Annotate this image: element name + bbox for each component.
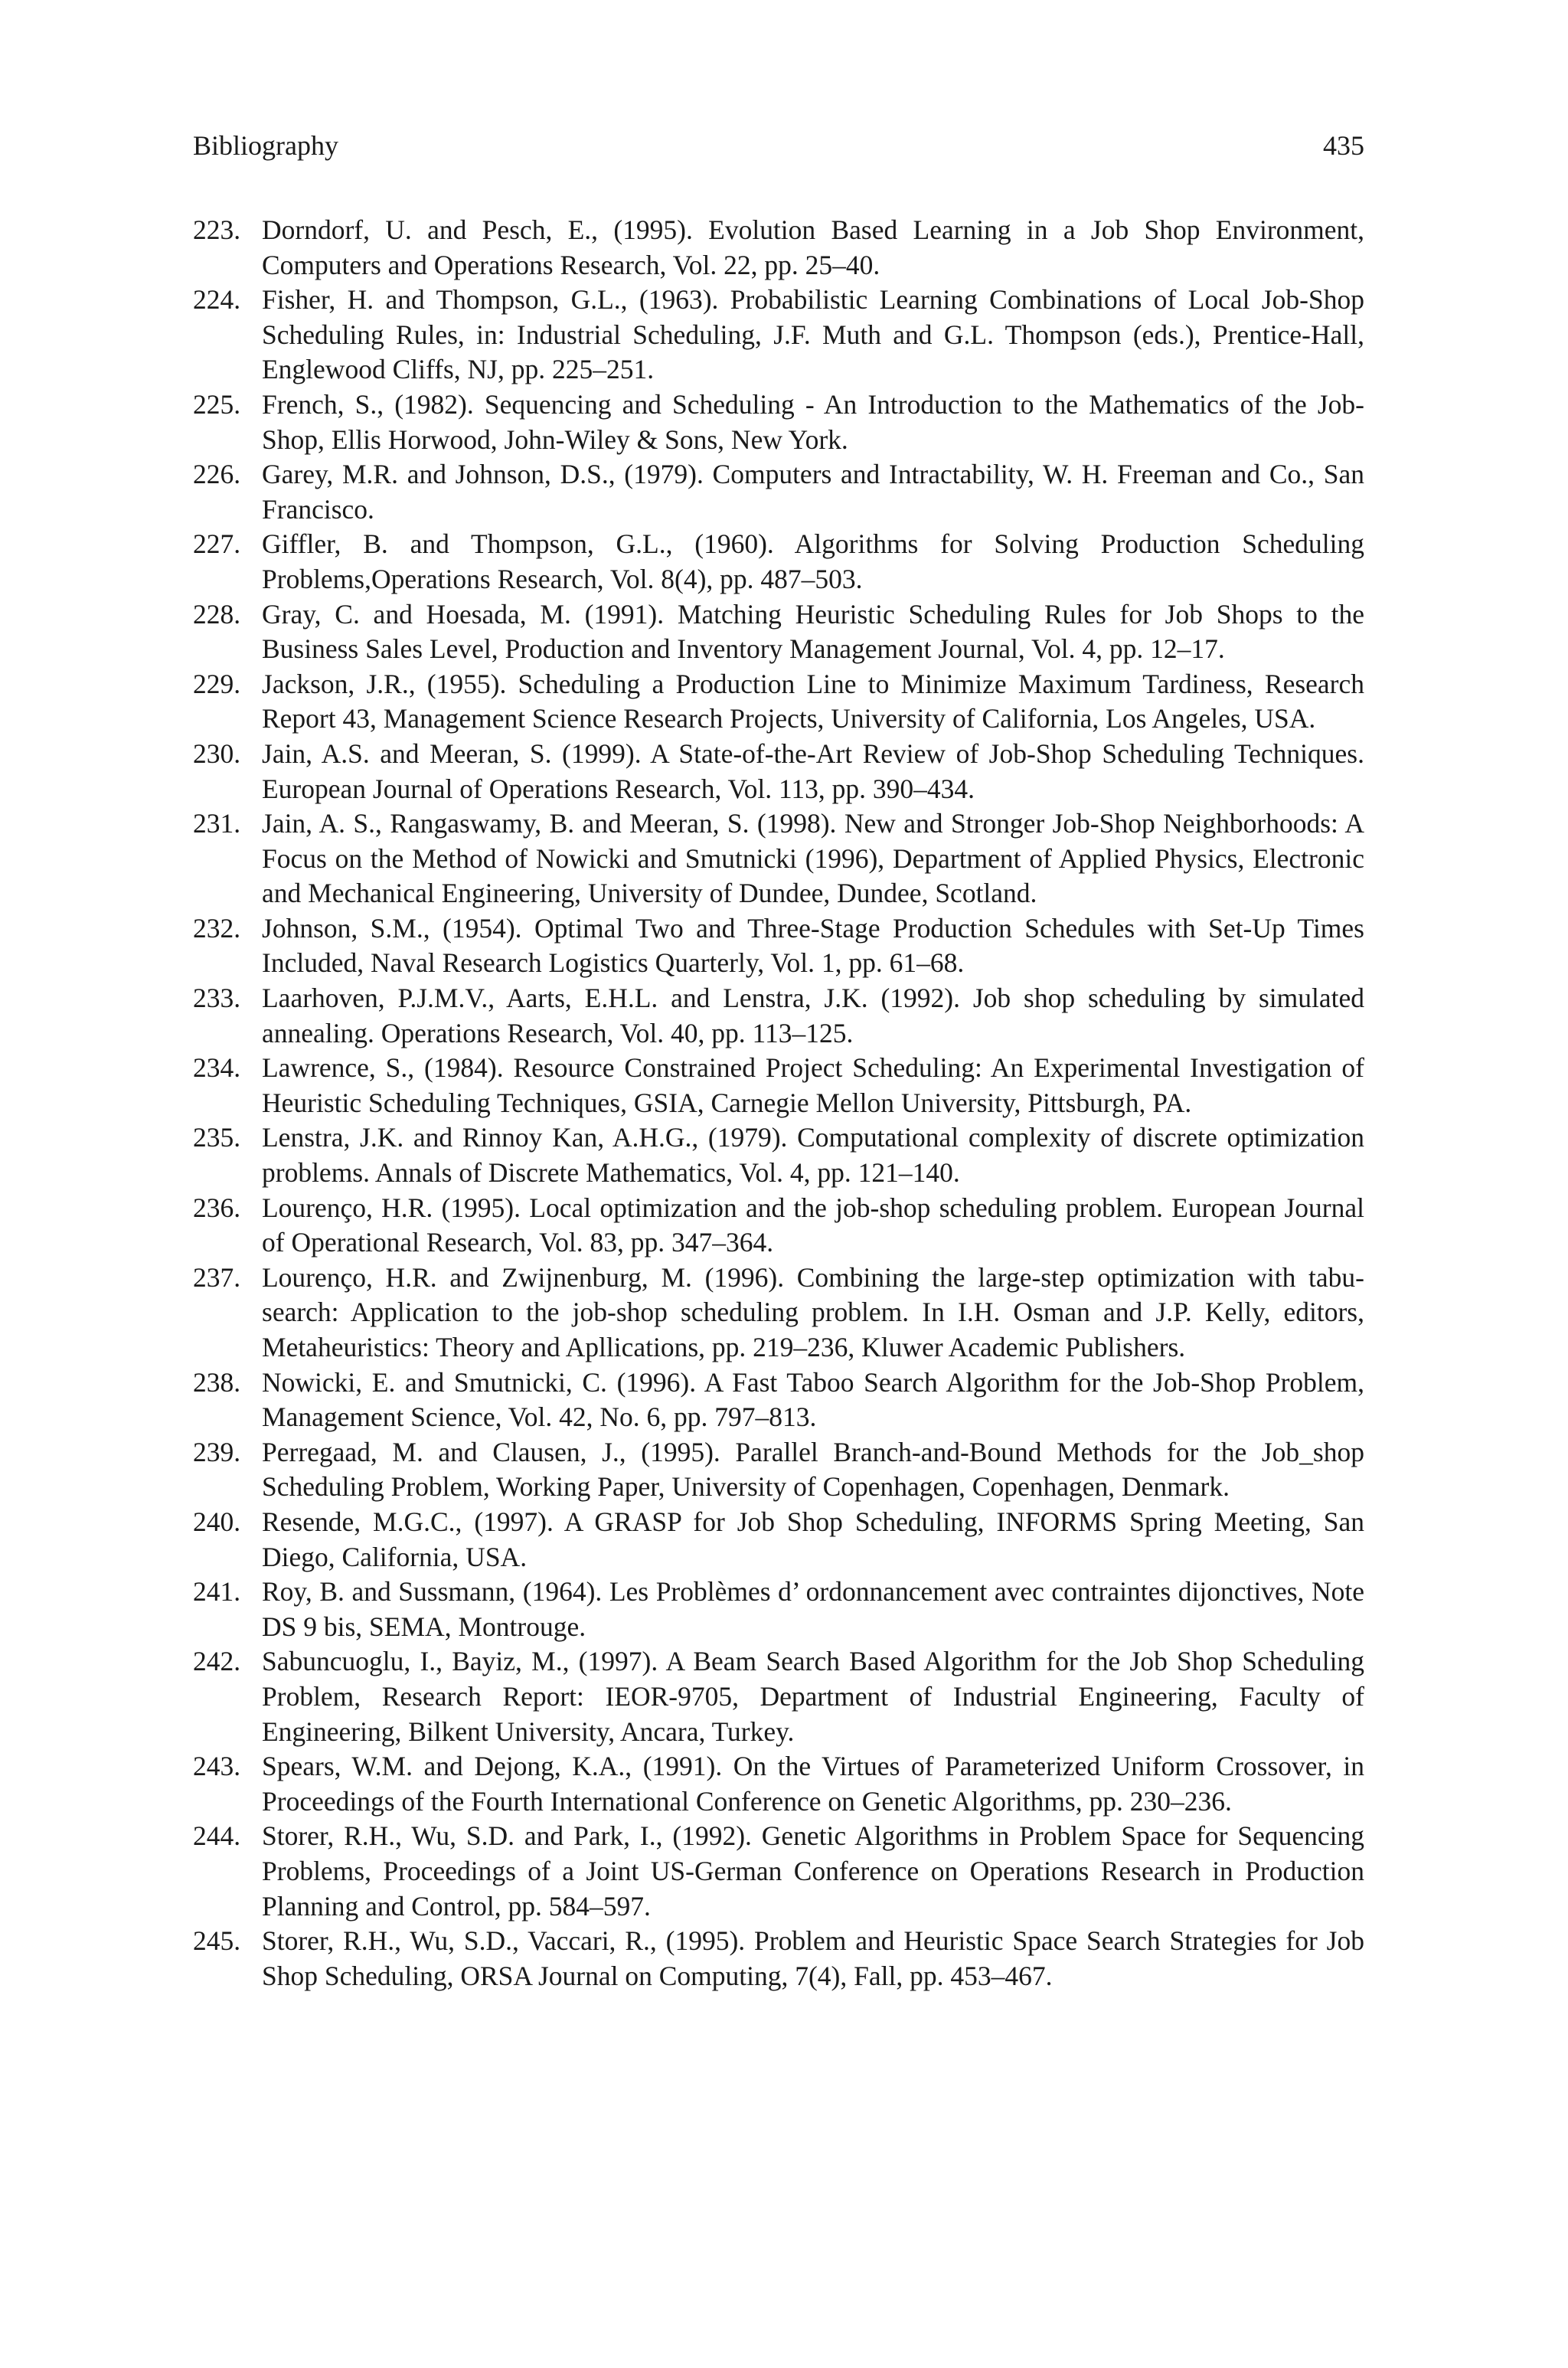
reference-number: 241. [193, 1576, 241, 1608]
reference-item [193, 1191, 1364, 1261]
reference-item [193, 1819, 1364, 1924]
reference-text: Lenstra, J.K. and Rinnoy Kan, A.H.G., (1979). Computational complexity of discrete optimization problems. Annals of Discrete Mathematics, Vol. 4, pp. 121–140. [262, 1122, 1364, 1189]
reference-text: Lawrence, S., (1984). Resource Constrained Project Scheduling: An Experimental Investigation of Heuristic Scheduling Techniques, GSIA, Carnegie Mellon University, Pittsburgh, PA. [262, 1052, 1364, 1118]
reference-text: Giffler, B. and Thompson, G.L., (1960). Algorithms for Solving Production Scheduling Problems,Operations Research, Vol. 8(4), pp. 487–503. [262, 528, 1364, 594]
reference-number: 229. [193, 668, 241, 699]
reference-text: Dorndorf, U. and Pesch, E., (1995). Evolution Based Learning in a Job Shop Environment, Computers and Operations Research, Vol. 22, pp. 25–40. [262, 214, 1364, 280]
reference-text: Storer, R.H., Wu, S.D., Vaccari, R., (1995). Problem and Heuristic Space Search Strategies for Job Shop Scheduling, ORSA Journal on Computing, 7(4), Fall, pp. 453–467. [262, 1925, 1364, 1991]
running-head-title: Bibliography [193, 130, 338, 161]
reference-item [193, 457, 1364, 527]
reference-item [193, 737, 1364, 806]
reference-text: Garey, M.R. and Johnson, D.S., (1979). Computers and Intractability, W. H. Freeman and Co., San Francisco. [262, 459, 1364, 525]
reference-text: Jackson, J.R., (1955). Scheduling a Production Line to Minimize Maximum Tardiness, Research Report 43, Management Science Research Projects, University of California, Los Angeles, USA. [262, 668, 1364, 734]
reference-number: 235. [193, 1122, 241, 1153]
reference-number: 233. [193, 983, 241, 1014]
reference-number: 223. [193, 214, 241, 245]
reference-number: 236. [193, 1192, 241, 1223]
reference-text: Nowicki, E. and Smutnicki, C. (1996). A Fast Taboo Search Algorithm for the Job-Shop Problem, Management Science, Vol. 42, No. 6, pp. 797–813. [262, 1366, 1364, 1433]
reference-number: 244. [193, 1820, 241, 1852]
reference-number: 224. [193, 284, 241, 316]
reference-number: 228. [193, 598, 241, 630]
reference-number: 237. [193, 1261, 241, 1293]
reference-text: Lourenço, H.R. (1995). Local optimization and the job-shop scheduling problem. European Journal of Operational Research, Vol. 83, pp. 347–364. [262, 1192, 1364, 1258]
reference-item [193, 283, 1364, 388]
reference-item [193, 1505, 1364, 1575]
reference-number: 238. [193, 1366, 241, 1398]
reference-text: Johnson, S.M., (1954). Optimal Two and Three-Stage Production Schedules with Set-Up Times Included, Naval Research Logistics Quarterly, Vol. 1, pp. 61–68. [262, 912, 1364, 979]
reference-number: 230. [193, 738, 241, 769]
reference-text: Spears, W.M. and Dejong, K.A., (1991). On the Virtues of Parameterized Uniform Crossover, in Proceedings of the Fourth International Conference on Genetic Algorithms, pp. 230–236. [262, 1751, 1364, 1817]
reference-item [193, 1366, 1364, 1435]
reference-number: 239. [193, 1436, 241, 1467]
reference-text: Lourenço, H.R. and Zwijnenburg, M. (1996). Combining the large-step optimization with tabu-search: Application to the job-shop scheduling problem. In I.H. Osman and J.P. Kelly, editors, Metaheuristics: Theory and Apllications, pp. 219–236, Kluwer Academic Publishers. [262, 1261, 1364, 1362]
reference-text: Perregaad, M. and Clausen, J., (1995). Parallel Branch-and-Bound Methods for the Job_shop Scheduling Problem, Working Paper, University of Copenhagen, Copenhagen, Denmark. [262, 1436, 1364, 1503]
reference-number: 245. [193, 1925, 241, 1957]
reference-list [193, 213, 1364, 1994]
reference-text: Jain, A.S. and Meeran, S. (1999). A State-of-the-Art Review of Job-Shop Scheduling Techniques. European Journal of Operations Research, Vol. 113, pp. 390–434. [262, 738, 1364, 804]
reference-item [193, 1120, 1364, 1190]
reference-number: 226. [193, 459, 241, 490]
reference-number: 243. [193, 1751, 241, 1782]
page-number: 435 [1323, 130, 1364, 161]
reference-text: Gray, C. and Hoesada, M. (1991). Matching Heuristic Scheduling Rules for Job Shops to the Business Sales Level, Production and Inventory Management Journal, Vol. 4, pp. 12–17. [262, 598, 1364, 665]
reference-item [193, 527, 1364, 597]
reference-item [193, 388, 1364, 457]
reference-item [193, 1435, 1364, 1505]
reference-text: Storer, R.H., Wu, S.D. and Park, I., (1992). Genetic Algorithms in Problem Space for Sequencing Problems, Proceedings of a Joint US-German Conference on Operations Research in Production Planning and Control, pp. 584–597. [262, 1820, 1364, 1922]
reference-text: Jain, A. S., Rangaswamy, B. and Meeran, S. (1998). New and Stronger Job-Shop Neighborhoods: A Focus on the Method of Nowicki and Smutnicki (1996), Department of Applied Physics, Electronic and Mechanical Engineering, University of Dundee, Dundee, Scotland. [262, 808, 1364, 909]
reference-item [193, 1261, 1364, 1366]
reference-item [193, 1749, 1364, 1819]
reference-item [193, 1051, 1364, 1120]
reference-number: 242. [193, 1646, 241, 1677]
reference-item [193, 911, 1364, 981]
reference-item [193, 597, 1364, 667]
reference-text: Roy, B. and Sussmann, (1964). Les Problèmes d’ ordonnancement avec contraintes dijonctives, Note DS 9 bis, SEMA, Montrouge. [262, 1576, 1364, 1642]
reference-number: 240. [193, 1506, 241, 1537]
reference-number: 225. [193, 388, 241, 420]
reference-text: Sabuncuoglu, I., Bayiz, M., (1997). A Beam Search Based Algorithm for the Job Shop Scheduling Problem, Research Report: IEOR-9705, Department of Industrial Engineering, Faculty of Engineering, Bilkent University, Ancara, Turkey. [262, 1646, 1364, 1747]
reference-number: 231. [193, 808, 241, 839]
reference-item [193, 1575, 1364, 1644]
reference-item [193, 213, 1364, 283]
reference-number: 227. [193, 528, 241, 560]
reference-number: 234. [193, 1052, 241, 1084]
reference-item [193, 806, 1364, 911]
reference-text: French, S., (1982). Sequencing and Scheduling - An Introduction to the Mathematics of the Job-Shop, Ellis Horwood, John-Wiley & Sons, New York. [262, 388, 1364, 455]
reference-text: Laarhoven, P.J.M.V., Aarts, E.H.L. and Lenstra, J.K. (1992). Job shop scheduling by simulated annealing. Operations Research, Vol. 40, pp. 113–125. [262, 983, 1364, 1048]
reference-item [193, 981, 1364, 1051]
running-head [193, 129, 1364, 162]
reference-item [193, 1924, 1364, 1994]
reference-item [193, 1644, 1364, 1749]
reference-text: Fisher, H. and Thompson, G.L., (1963). Probabilistic Learning Combinations of Local Job-Shop Scheduling Rules, in: Industrial Scheduling, J.F. Muth and G.L. Thompson (eds.), Prentice-Hall, Englewood Cliffs, NJ, pp. 225–251. [262, 284, 1364, 385]
reference-text: Resende, M.G.C., (1997). A GRASP for Job Shop Scheduling, INFORMS Spring Meeting, San Diego, California, USA. [262, 1506, 1364, 1572]
reference-number: 232. [193, 912, 241, 944]
reference-item [193, 667, 1364, 737]
